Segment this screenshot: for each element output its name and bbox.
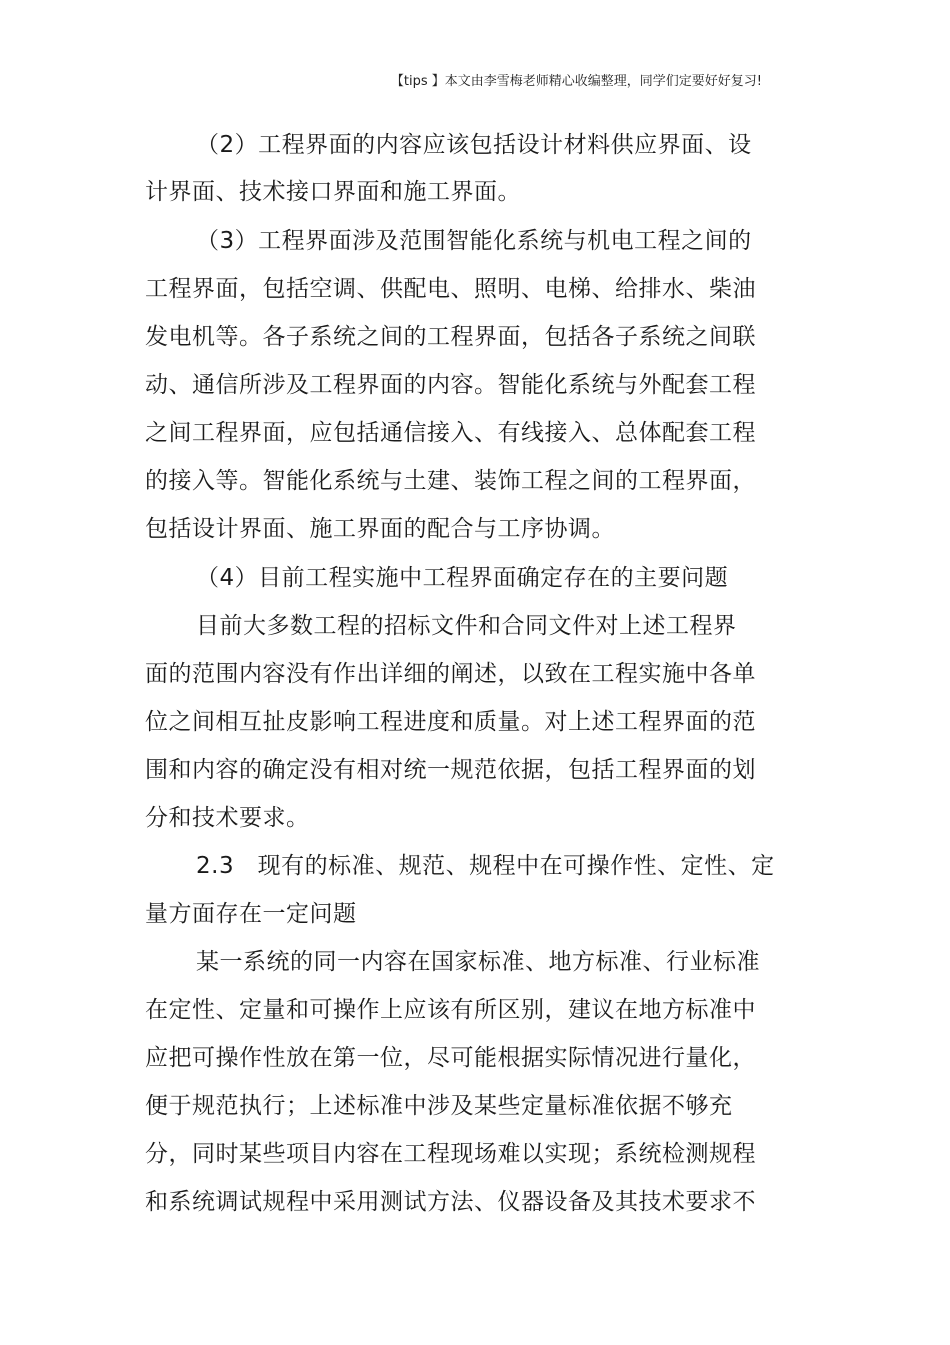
text-line: （4）目前工程实施中工程界面确定存在的主要问题 xyxy=(196,565,729,591)
text-line: 某一系统的同一内容在国家标准、地方标准、行业标准 xyxy=(196,949,760,975)
text-line: 发电机等。各子系统之间的工程界面，包括各子系统之间联 xyxy=(145,324,756,350)
text-line: （3）工程界面涉及范围智能化系统与机电工程之间的 xyxy=(196,228,752,254)
text-line: 面的范围内容没有作出详细的阐述，以致在工程实施中各单 xyxy=(145,661,756,687)
section-heading-line: 2.3 现有的标准、规范、规程中在可操作性、定性、定 xyxy=(196,853,775,879)
section-heading-line: 量方面存在一定问题 xyxy=(145,901,357,927)
text-line: 的接入等。智能化系统与土建、装饰工程之间的工程界面， xyxy=(145,468,756,494)
header-tips-note: 【tips 】本文由李雪梅老师精心收编整理，同学们定要好好复习! xyxy=(390,74,762,89)
text-line: 之间工程界面，应包括通信接入、有线接入、总体配套工程 xyxy=(145,420,756,446)
text-line: 和系统调试规程中采用测试方法、仪器设备及其技术要求不 xyxy=(145,1189,756,1215)
text-line: 围和内容的确定没有相对统一规范依据，包括工程界面的划 xyxy=(145,757,756,783)
text-line: 在定性、定量和可操作上应该有所区别，建议在地方标准中 xyxy=(145,997,756,1023)
text-line: 目前大多数工程的招标文件和合同文件对上述工程界 xyxy=(196,613,737,639)
text-line: 工程界面，包括空调、供配电、照明、电梯、给排水、柴油 xyxy=(145,276,756,302)
text-line: 动、通信所涉及工程界面的内容。智能化系统与外配套工程 xyxy=(145,372,756,398)
text-line: 应把可操作性放在第一位，尽可能根据实际情况进行量化， xyxy=(145,1045,756,1071)
text-line: 计界面、技术接口界面和施工界面。 xyxy=(145,179,521,205)
text-line: 包括设计界面、施工界面的配合与工序协调。 xyxy=(145,516,615,542)
text-line: 位之间相互扯皮影响工程进度和质量。对上述工程界面的范 xyxy=(145,709,756,735)
text-line: （2）工程界面的内容应该包括设计材料供应界面、设 xyxy=(196,132,752,158)
text-line: 分和技术要求。 xyxy=(145,805,310,831)
text-line: 分，同时某些项目内容在工程现场难以实现；系统检测规程 xyxy=(145,1141,756,1167)
text-line: 便于规范执行；上述标准中涉及某些定量标准依据不够充 xyxy=(145,1093,733,1119)
